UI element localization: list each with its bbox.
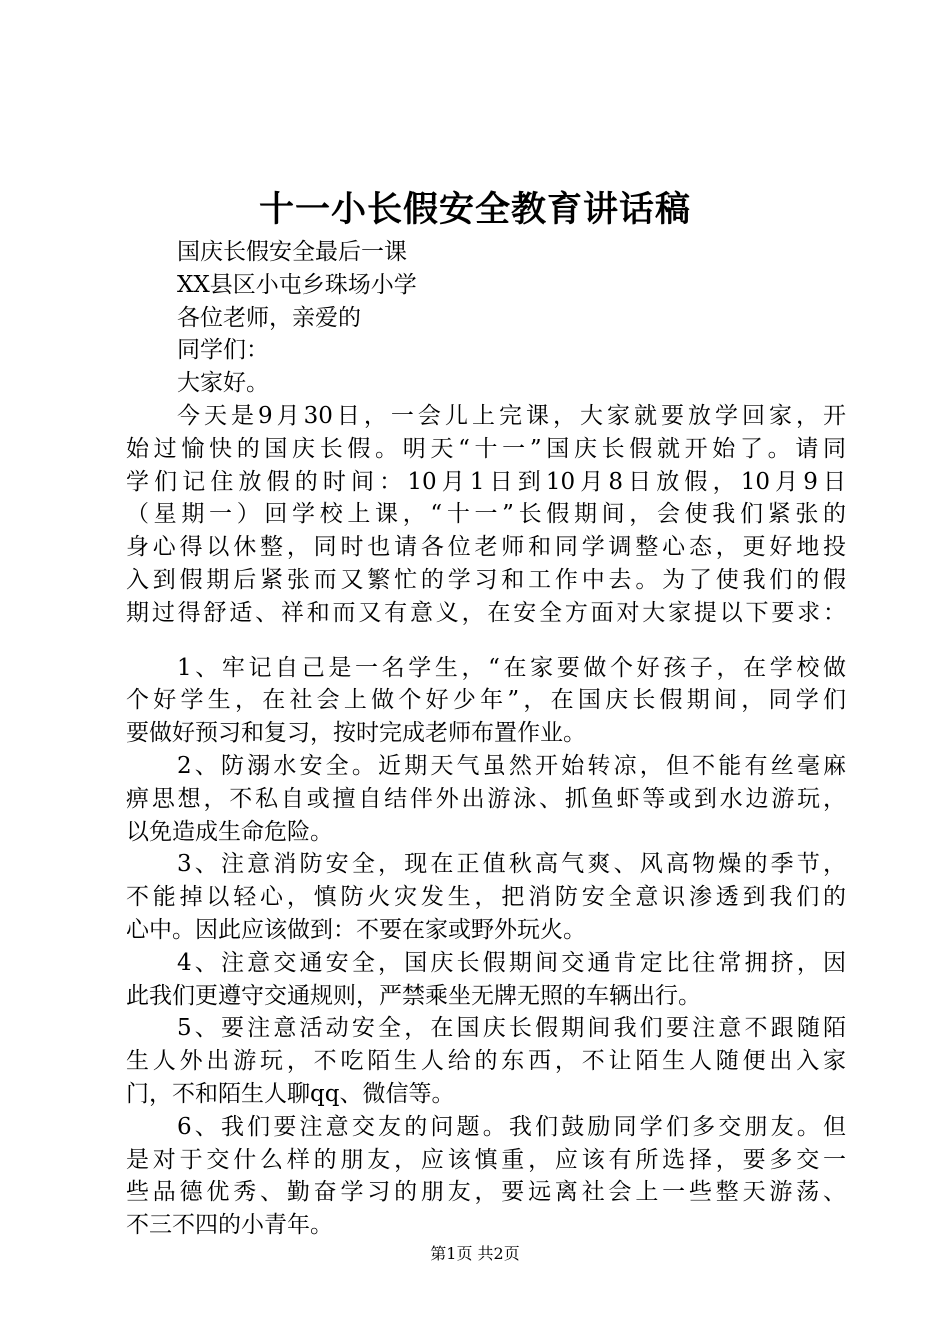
rule-1-line: 个好学生，在社会上做个好少年”，在国庆长假期间，同学们 bbox=[126, 687, 846, 714]
rule-3-line: 3、注意消防安全，现在正值秋高气爽、风高物燥的季节， bbox=[177, 851, 846, 878]
paragraph-gap bbox=[126, 630, 846, 652]
rule-1-line: 要做好预习和复习，按时完成老师布置作业。 bbox=[126, 720, 586, 747]
rule-4-line: 此我们更遵守交通规则，严禁乘坐无牌无照的车辆出行。 bbox=[126, 982, 701, 1009]
subtitle-line: 国庆长假安全最后一课 bbox=[177, 239, 407, 265]
rule-3-line: 不能掉以轻心，慎防火灾发生，把消防安全意识渗透到我们的 bbox=[126, 884, 846, 911]
paragraph-intro-line: （星期一）回学校上课，“十一”长假期间，会使我们紧张的 bbox=[126, 501, 846, 528]
paragraph-intro-line: 学们记住放假的时间：10月1日到10月8日放假，10月9日 bbox=[126, 468, 846, 495]
rule-6-line: 些品德优秀、勤奋学习的朋友，要远离社会上一些整天游荡、 bbox=[126, 1179, 846, 1206]
paragraph-intro-line: 期过得舒适、祥和而又有意义，在安全方面对大家提以下要求： bbox=[126, 599, 846, 626]
rule-2-line: 痹思想，不私自或擅自结伴外出游泳、抓鱼虾等或到水边游玩， bbox=[126, 785, 846, 812]
rule-5-line: 5、要注意活动安全，在国庆长假期间我们要注意不跟随陌 bbox=[177, 1015, 846, 1042]
greeting-line: 大家好。 bbox=[177, 370, 269, 397]
page-number: 第1页 共2页 bbox=[430, 1244, 520, 1263]
rule-5-line: 门，不和陌生人聊qq、微信等。 bbox=[126, 1080, 455, 1107]
greeting-line: 同学们： bbox=[177, 337, 269, 364]
rule-6-line: 不三不四的小青年。 bbox=[126, 1212, 333, 1239]
rule-4-line: 4、注意交通安全，国庆长假期间交通肯定比往常拥挤，因 bbox=[177, 949, 846, 976]
document-title: 十一小长假安全教育讲话稿 bbox=[258, 189, 691, 230]
rule-6-line: 是对于交什么样的朋友，应该慎重，应该有所选择，要多交一 bbox=[126, 1146, 846, 1173]
paragraph-intro-line: 今天是9月30日，一会儿上完课，大家就要放学回家，开 bbox=[177, 402, 846, 429]
rule-5-line: 生人外出游玩，不吃陌生人给的东西，不让陌生人随便出入家 bbox=[126, 1048, 846, 1075]
paragraph-intro-line: 始过愉快的国庆长假。明天“十一”国庆长假就开始了。请同 bbox=[126, 435, 846, 462]
greeting-line: 各位老师，亲爱的 bbox=[177, 304, 361, 331]
document-body bbox=[126, 236, 846, 1242]
rule-2-line: 以免造成生命危险。 bbox=[126, 818, 333, 845]
rule-1-line: 1、牢记自己是一名学生，“在家要做个好孩子，在学校做 bbox=[177, 654, 846, 681]
school-name-line: XX县区小屯乡珠场小学 bbox=[177, 271, 417, 298]
rule-6-line: 6、我们要注意交友的问题。我们鼓励同学们多交朋友。但 bbox=[177, 1113, 846, 1140]
paragraph-intro-line: 入到假期后紧张而又繁忙的学习和工作中去。为了使我们的假 bbox=[126, 566, 846, 593]
paragraph-intro-line: 身心得以休整，同时也请各位老师和同学调整心态，更好地投 bbox=[126, 534, 846, 561]
rule-3-line: 心中。因此应该做到：不要在家或野外玩火。 bbox=[126, 916, 586, 943]
rule-2-line: 2、防溺水安全。近期天气虽然开始转凉，但不能有丝毫麻 bbox=[177, 752, 846, 779]
